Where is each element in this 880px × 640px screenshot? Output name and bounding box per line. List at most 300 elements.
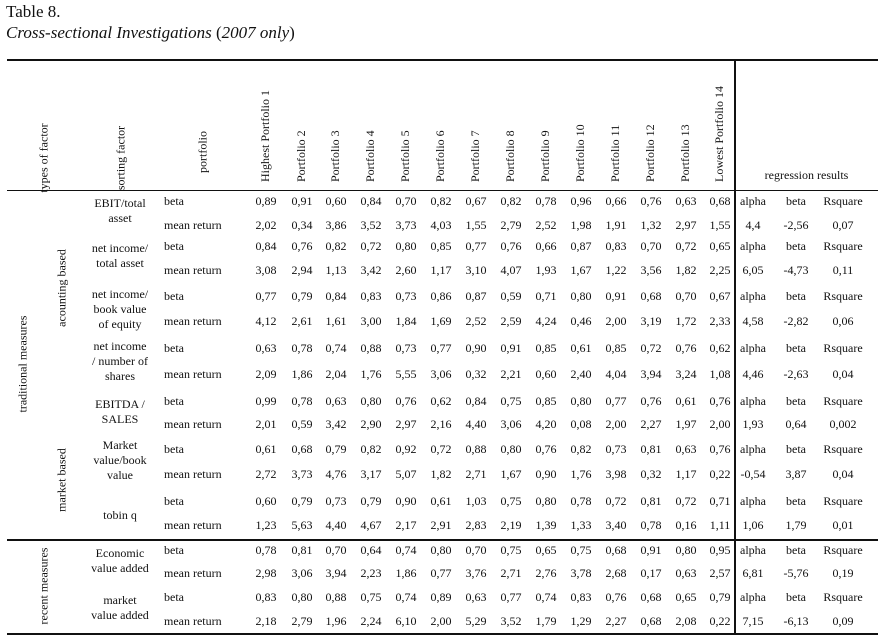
row-label-mean-return: mean return [164,467,222,481]
regression-value: -6,13 [783,614,809,628]
beta-value: 0,85 [535,394,557,408]
beta-value: 0,79 [709,590,731,604]
mean-return-value: 0,59 [291,417,313,431]
mean-return-value: 2,00 [430,614,452,628]
beta-value: 0,91 [640,543,662,557]
group-traditional-measures: traditional measures [15,315,30,413]
beta-value: 0,63 [465,590,487,604]
row-label-beta: beta [164,590,184,604]
beta-value: 0,76 [709,394,731,408]
regression-header-rsquare: Rsquare [823,494,863,508]
regression-value: -2,63 [783,367,809,381]
beta-value: 0,78 [255,543,277,557]
mean-return-value: 2,79 [291,614,313,628]
beta-value: 0,67 [709,289,731,303]
mean-return-value: 0,60 [535,367,557,381]
mean-return-value: 0,32 [640,467,662,481]
sorting-factor-line: net income/ [91,287,149,301]
beta-value: 0,76 [640,394,662,408]
mean-return-value: 3,40 [605,518,627,532]
mean-return-value: 2,52 [465,314,487,328]
rule-horizontal [7,633,878,635]
sorting-factor-line: / number of [92,354,148,368]
mean-return-value: 2,57 [709,566,731,580]
sorting-factor-line: net income [93,339,147,353]
beta-value: 0,61 [430,494,452,508]
sorting-factor-line: value added [91,608,149,622]
beta-value: 0,72 [675,239,697,253]
beta-value: 0,80 [500,442,522,456]
regression-value: 0,07 [832,218,854,232]
mean-return-value: 3,78 [570,566,592,580]
mean-return-value: 2,52 [535,218,557,232]
beta-value: 0,86 [430,289,452,303]
beta-value: 0,70 [640,239,662,253]
mean-return-value: 3,52 [500,614,522,628]
beta-value: 0,72 [605,494,627,508]
mean-return-value: 2,17 [395,518,417,532]
table-title: Table 8. [6,2,61,21]
regression-header-alpha: alpha [740,590,766,604]
regression-value: 7,15 [742,614,764,628]
beta-value: 0,68 [291,442,313,456]
beta-value: 0,89 [255,194,277,208]
beta-value: 0,84 [325,289,347,303]
mean-return-value: 1,79 [535,614,557,628]
beta-value: 0,82 [570,442,592,456]
mean-return-value: 3,00 [360,314,382,328]
beta-value: 0,79 [360,494,382,508]
sorting-factor-line: value added [91,561,149,575]
mean-return-value: 3,42 [360,263,382,277]
mean-return-value: 4,04 [605,367,627,381]
regression-value: 0,04 [832,367,854,381]
regression-value: 0,01 [832,518,854,532]
sorting-factor-label [80,593,160,623]
regression-value: -2,56 [783,218,809,232]
mean-return-value: 1,93 [535,263,557,277]
beta-value: 0,88 [325,590,347,604]
beta-value: 0,81 [640,494,662,508]
sorting-factor-label [80,546,160,576]
mean-return-value: 1,29 [570,614,592,628]
rule-horizontal [7,539,878,541]
mean-return-value: 2,08 [675,614,697,628]
mean-return-value: 3,42 [325,417,347,431]
table-subtitle [6,23,295,43]
regression-header-alpha: alpha [740,494,766,508]
regression-header-beta: beta [786,590,806,604]
mean-return-value: 4,12 [255,314,277,328]
mean-return-value: 5,63 [291,518,313,532]
mean-return-value: 1,67 [500,467,522,481]
regression-header-alpha: alpha [740,194,766,208]
mean-return-value: 2,23 [360,566,382,580]
row-label-beta: beta [164,494,184,508]
beta-value: 0,87 [465,289,487,303]
mean-return-value: 1,76 [570,467,592,481]
regression-value: 1,06 [742,518,764,532]
header-portfolio-13: Portfolio 13 [678,124,692,182]
mean-return-value: 2,19 [500,518,522,532]
mean-return-value: 3,24 [675,367,697,381]
mean-return-value: 1,76 [360,367,382,381]
beta-value: 0,95 [709,543,731,557]
beta-value: 0,64 [360,543,382,557]
beta-value: 0,74 [535,590,557,604]
mean-return-value: 0,16 [675,518,697,532]
mean-return-value: 2,94 [291,263,313,277]
regression-value: 0,002 [829,417,857,431]
mean-return-value: 1,33 [570,518,592,532]
beta-value: 0,82 [430,194,452,208]
beta-value: 0,80 [360,394,382,408]
mean-return-value: 0,77 [430,566,452,580]
beta-value: 0,66 [605,194,627,208]
mean-return-value: 1,17 [675,467,697,481]
header-portfolio-14: Lowest Portfolio 14 [712,86,726,182]
beta-value: 0,73 [395,289,417,303]
beta-value: 0,77 [605,394,627,408]
sorting-factor-line: market [103,593,137,607]
mean-return-value: 2,90 [360,417,382,431]
beta-value: 0,66 [535,239,557,253]
sorting-factor-line: EBIT/total [94,196,146,210]
rule-horizontal [7,190,878,191]
beta-value: 0,83 [605,239,627,253]
beta-value: 0,80 [430,543,452,557]
mean-return-value: 2,71 [500,566,522,580]
beta-value: 0,72 [360,239,382,253]
beta-value: 0,70 [465,543,487,557]
beta-value: 0,77 [430,341,452,355]
mean-return-value: 0,90 [535,467,557,481]
header-portfolio: portfolio [195,131,210,173]
mean-return-value: 2,24 [360,614,382,628]
sorting-factor-line: tobin q [103,508,137,522]
sorting-factor-line: shares [105,369,135,383]
regression-value: 6,05 [742,263,764,277]
row-label-beta: beta [164,341,184,355]
sorting-factor-line: total asset [96,256,144,270]
row-label-beta: beta [164,194,184,208]
beta-value: 0,68 [640,590,662,604]
regression-header-rsquare: Rsquare [823,590,863,604]
beta-value: 0,90 [395,494,417,508]
sorting-factor-line: asset [108,211,132,225]
mean-return-value: 0,32 [465,367,487,381]
beta-value: 0,61 [570,341,592,355]
beta-value: 0,76 [709,442,731,456]
beta-value: 0,82 [360,442,382,456]
header-portfolio-7: Portfolio 7 [468,130,482,182]
sorting-factor-line: of equity [98,317,142,331]
mean-return-value: 1,69 [430,314,452,328]
beta-value: 0,91 [500,341,522,355]
beta-value: 0,60 [325,194,347,208]
mean-return-value: 2,25 [709,263,731,277]
beta-value: 0,75 [500,394,522,408]
mean-return-value: 0,08 [570,417,592,431]
mean-return-value: 2,01 [255,417,277,431]
beta-value: 0,78 [291,394,313,408]
mean-return-value: 4,40 [325,518,347,532]
sorting-factor-line: Economic [95,546,145,560]
row-label-mean-return: mean return [164,263,222,277]
sorting-factor-line: SALES [101,412,139,426]
beta-value: 0,63 [255,341,277,355]
beta-value: 0,84 [360,194,382,208]
mean-return-value: 2,40 [570,367,592,381]
header-sorting-factor: sorting factor [113,125,128,191]
beta-value: 0,92 [395,442,417,456]
mean-return-value: 5,07 [395,467,417,481]
regression-value: 3,87 [785,467,807,481]
mean-return-value: 3,06 [291,566,313,580]
beta-value: 0,77 [255,289,277,303]
mean-return-value: 2,83 [465,518,487,532]
beta-value: 0,82 [325,239,347,253]
beta-value: 0,96 [570,194,592,208]
beta-value: 0,72 [640,341,662,355]
mean-return-value: 1,86 [291,367,313,381]
mean-return-value: 0,22 [709,467,731,481]
mean-return-value: 1,97 [675,417,697,431]
beta-value: 0,85 [535,341,557,355]
sorting-factor-line: value [107,468,133,482]
header-portfolio-4: Portfolio 4 [363,130,377,182]
beta-value: 0,87 [570,239,592,253]
regression-header-rsquare: Rsquare [823,442,863,456]
mean-return-value: 3,86 [325,218,347,232]
beta-value: 0,76 [675,341,697,355]
mean-return-value: 1,13 [325,263,347,277]
mean-return-value: 2,76 [535,566,557,580]
mean-return-value: 4,24 [535,314,557,328]
mean-return-value: 0,17 [640,566,662,580]
row-label-mean-return: mean return [164,614,222,628]
regression-header-rsquare: Rsquare [823,194,863,208]
mean-return-value: 4,40 [465,417,487,431]
beta-value: 0,83 [255,590,277,604]
mean-return-value: 1,67 [570,263,592,277]
beta-value: 0,77 [465,239,487,253]
beta-value: 0,59 [500,289,522,303]
mean-return-value: 0,78 [640,518,662,532]
beta-value: 0,76 [605,590,627,604]
regression-value: 0,04 [832,467,854,481]
row-label-mean-return: mean return [164,417,222,431]
beta-value: 0,72 [430,442,452,456]
beta-value: 0,79 [325,442,347,456]
header-portfolio-10: Portfolio 10 [573,124,587,182]
header-portfolio-11: Portfolio 11 [608,124,622,182]
mean-return-value: 1,82 [675,263,697,277]
beta-value: 0,76 [535,442,557,456]
mean-return-value: 3,56 [640,263,662,277]
beta-value: 0,72 [675,494,697,508]
regression-header-rsquare: Rsquare [823,394,863,408]
beta-value: 0,68 [605,543,627,557]
regression-value: 6,81 [742,566,764,580]
mean-return-value: 4,76 [325,467,347,481]
header-portfolio-2: Portfolio 2 [294,130,308,182]
header-regression-results: regression results [764,168,849,182]
beta-value: 0,83 [360,289,382,303]
mean-return-value: 3,08 [255,263,277,277]
beta-value: 0,82 [500,194,522,208]
header-portfolio-6: Portfolio 6 [433,130,447,182]
beta-value: 0,61 [675,394,697,408]
header-portfolio-5: Portfolio 5 [398,130,412,182]
beta-value: 0,84 [465,394,487,408]
mean-return-value: 2,33 [709,314,731,328]
beta-value: 0,81 [291,543,313,557]
row-label-mean-return: mean return [164,367,222,381]
beta-value: 0,80 [570,289,592,303]
header-portfolio-12: Portfolio 12 [643,124,657,182]
regression-value: 0,09 [832,614,854,628]
regression-header-beta: beta [786,394,806,408]
mean-return-value: 3,94 [325,566,347,580]
regression-value: 0,06 [832,314,854,328]
beta-value: 0,78 [570,494,592,508]
regression-header-beta: beta [786,341,806,355]
beta-value: 0,68 [640,289,662,303]
beta-value: 0,75 [500,543,522,557]
beta-value: 0,90 [465,341,487,355]
beta-value: 0,83 [570,590,592,604]
regression-header-beta: beta [786,239,806,253]
mean-return-value: 2,71 [465,467,487,481]
sorting-factor-label [80,287,160,332]
mean-return-value: 3,76 [465,566,487,580]
mean-return-value: 1,86 [395,566,417,580]
beta-value: 0,63 [675,442,697,456]
beta-value: 0,91 [291,194,313,208]
mean-return-value: 1,55 [465,218,487,232]
beta-value: 0,65 [709,239,731,253]
regression-header-beta: beta [786,194,806,208]
regression-value: 4,58 [742,314,764,328]
beta-value: 0,73 [395,341,417,355]
mean-return-value: 4,67 [360,518,382,532]
regression-header-alpha: alpha [740,543,766,557]
mean-return-value: 0,46 [570,314,592,328]
regression-value: 1,93 [742,417,764,431]
sorting-factor-line: net income/ [91,241,149,255]
row-label-beta: beta [164,239,184,253]
mean-return-value: 3,10 [465,263,487,277]
beta-value: 0,60 [255,494,277,508]
regression-header-rsquare: Rsquare [823,543,863,557]
mean-return-value: 2,61 [291,314,313,328]
rule-horizontal [7,59,878,61]
row-label-mean-return: mean return [164,218,222,232]
subtitle-main: Cross-sectional Investigations [6,23,212,42]
beta-value: 0,88 [360,341,382,355]
mean-return-value: 2,00 [709,417,731,431]
sorting-factor-line: value/book [93,453,147,467]
mean-return-value: 3,94 [640,367,662,381]
mean-return-value: 1,96 [325,614,347,628]
header-portfolio-8: Portfolio 8 [503,130,517,182]
mean-return-value: 2,97 [395,417,417,431]
regression-header-beta: beta [786,494,806,508]
header-portfolio-9: Portfolio 9 [538,130,552,182]
mean-return-value: 2,21 [500,367,522,381]
mean-return-value: 1,72 [675,314,697,328]
beta-value: 0,74 [395,543,417,557]
beta-value: 0,85 [605,341,627,355]
beta-value: 0,76 [291,239,313,253]
mean-return-value: 3,73 [291,467,313,481]
row-label-beta: beta [164,289,184,303]
beta-value: 0,68 [709,194,731,208]
regression-header-rsquare: Rsquare [823,289,863,303]
mean-return-value: 2,68 [605,566,627,580]
beta-value: 0,76 [395,394,417,408]
mean-return-value: 3,17 [360,467,382,481]
mean-return-value: 1,82 [430,467,452,481]
beta-value: 0,75 [570,543,592,557]
mean-return-value: 4,03 [430,218,452,232]
regression-value: 4,4 [745,218,761,232]
sorting-factor-label [80,508,160,523]
sorting-factor-label [80,438,160,483]
regression-value: -4,73 [783,263,809,277]
beta-value: 0,75 [360,590,382,604]
beta-value: 0,71 [709,494,731,508]
mean-return-value: 1,84 [395,314,417,328]
regression-value: 0,19 [832,566,854,580]
mean-return-value: 2,09 [255,367,277,381]
beta-value: 0,85 [430,239,452,253]
mean-return-value: 1,91 [605,218,627,232]
beta-value: 0,62 [430,394,452,408]
regression-header-alpha: alpha [740,442,766,456]
mean-return-value: 0,63 [675,566,697,580]
beta-value: 0,65 [535,543,557,557]
row-label-mean-return: mean return [164,566,222,580]
mean-return-value: 0,68 [640,614,662,628]
regression-header-alpha: alpha [740,394,766,408]
row-label-mean-return: mean return [164,314,222,328]
regression-header-alpha: alpha [740,341,766,355]
mean-return-value: 2,98 [255,566,277,580]
regression-value: -2,82 [783,314,809,328]
group-acounting-based: acounting based [54,249,69,327]
beta-value: 0,76 [640,194,662,208]
header-types-of-factor: types of factor [36,123,51,193]
group-market-based: market based [54,448,69,512]
regression-value: -0,54 [740,467,766,481]
beta-value: 0,73 [325,494,347,508]
beta-value: 0,80 [675,543,697,557]
mean-return-value: 5,29 [465,614,487,628]
beta-value: 0,76 [500,239,522,253]
mean-return-value: 2,00 [605,417,627,431]
beta-value: 0,63 [325,394,347,408]
beta-value: 0,74 [395,590,417,604]
sorting-factor-label [80,397,160,427]
mean-return-value: 2,97 [675,218,697,232]
beta-value: 0,78 [291,341,313,355]
mean-return-value: 1,23 [255,518,277,532]
beta-value: 0,67 [465,194,487,208]
beta-value: 0,99 [255,394,277,408]
regression-header-alpha: alpha [740,239,766,253]
